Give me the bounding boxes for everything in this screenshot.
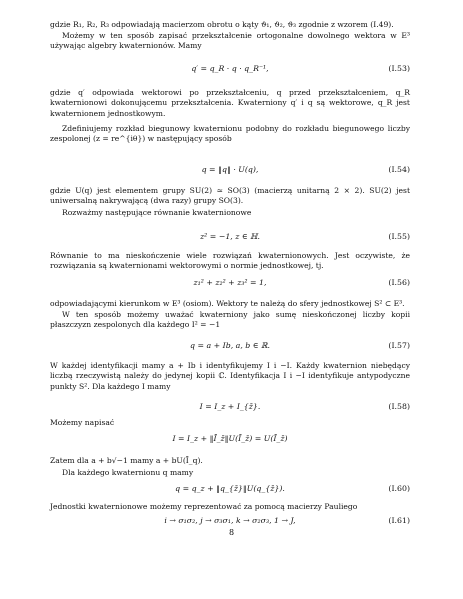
equation-number: (I.58) <box>388 402 410 411</box>
equation-I57 <box>50 341 410 353</box>
paragraph-8: odpowiadającymi kierunkom w E³ (osiom). Wektory te należą do sfery jednostkowej S² ⊂ E³. <box>50 299 405 308</box>
equation-body: q = a + Ib, a, b ∈ ℝ. <box>190 341 270 350</box>
paragraph-13: Dla każdego kwaternionu q mamy <box>62 468 194 477</box>
equation-number: (I.54) <box>388 165 410 174</box>
equation-number: (I.53) <box>388 64 410 73</box>
equation-number: (I.57) <box>388 341 410 350</box>
paragraph-11: Możemy napisać <box>50 418 115 427</box>
equation-I55 <box>50 232 410 244</box>
paragraph-12: Zatem dla a + b√−1 mamy a + bU(Ī_q). <box>50 456 203 465</box>
paragraph-10: W każdej identyfikacji mamy a + Ib i identyfikujemy I i −I. Każdy kwaternion niebędący liczbą rzeczywistą należy do jedynej kopii ℂ. Identyfikacja I i −I identyfikuje antypodyczne punkty S². Dla każdego I mamy <box>50 361 410 391</box>
paragraph-3: gdzie q′ odpowiada wektorowi po przekształceniu, q przed przekształceniem, q_R kwaternionowi dokonującemu przekształcenia. Kwaterniony q′ i q są wektorowe, q_R jest kwaternionem jednostkowym. <box>50 88 410 118</box>
equation-body: z₁² + z₂² + z₃² = 1, <box>193 278 267 287</box>
equation-I53 <box>50 64 410 76</box>
equation-body: q = q_z + ‖q_{z̄}‖U(q_{z̄}). <box>175 484 285 493</box>
paragraph-1: gdzie R₁, R₂, R₃ odpowiadają macierzom obrotu o kąty ϑ₁, ϑ₂, ϑ₃ zgodnie z wzorem (I.49). <box>50 20 394 29</box>
paragraph-5: gdzie U(q) jest elementem grupy SU(2) ≃ SO(3) (macierzą unitarną 2 × 2). SU(2) jest uniwersalną nakrywającą (dwa razy) grupy SO(3). <box>50 186 410 206</box>
paragraph-7: Równanie to ma nieskończenie wiele rozwiązań kwaternionowych. Jest oczywiste, że rozwiązania są kwaternionami wektorowymi o normie jednostkowej, tj. <box>50 251 410 271</box>
equation-number: (I.61) <box>388 516 410 525</box>
equation-body: z² = −1, z ∈ ℍ. <box>200 232 260 241</box>
equation-number: (I.56) <box>388 278 410 287</box>
paragraph-14: Jednostki kwaternionowe możemy reprezentować za pomocą macierzy Pauliego <box>50 502 358 511</box>
equation-I56 <box>50 278 410 290</box>
equation-number: (I.60) <box>388 484 410 493</box>
paragraph-6: Rozważmy następujące równanie kwaternionowe <box>62 208 252 217</box>
equation-body: i → σ₁σ₂, j → σ₃σ₁, k → σ₂σ₃, 1 → J, <box>164 516 296 525</box>
equation-body: q = ‖q‖ · U(q), <box>201 165 259 174</box>
equation-number: (I.55) <box>388 232 410 241</box>
paragraph-9: W ten sposób możemy uważać kwaterniony jako sumę nieskończonej liczby kopii płaszczyzn zespolonych dla każdego I² = −1 <box>50 310 410 330</box>
equation-body: q′ = q_R · q · q_R⁻¹, <box>191 64 269 73</box>
equation-I54 <box>50 165 410 177</box>
equation-I59 <box>50 434 410 446</box>
equation-I60 <box>50 484 410 496</box>
paragraph-4: Zdefiniujemy rozkład biegunowy kwaternionu podobny do rozkładu biegunowego liczby zespolonej (z = re^{iθ}) w następujący sposób <box>50 124 410 144</box>
page-number: 8 <box>228 528 235 537</box>
paragraph-2: Możemy w ten sposób zapisać przekształcenie ortogonalne dowolnego wektora w E³ używając algebry kwaternionów. Mamy <box>50 31 410 51</box>
equation-I61 <box>50 516 410 528</box>
equation-I58 <box>50 402 410 414</box>
equation-body: I = I_z + I_{z̄}. <box>199 402 261 411</box>
equation-body: I = I_z + ‖Ī_z̄‖U(Ī_z̄) = U(Ī_z̄) <box>172 434 288 443</box>
